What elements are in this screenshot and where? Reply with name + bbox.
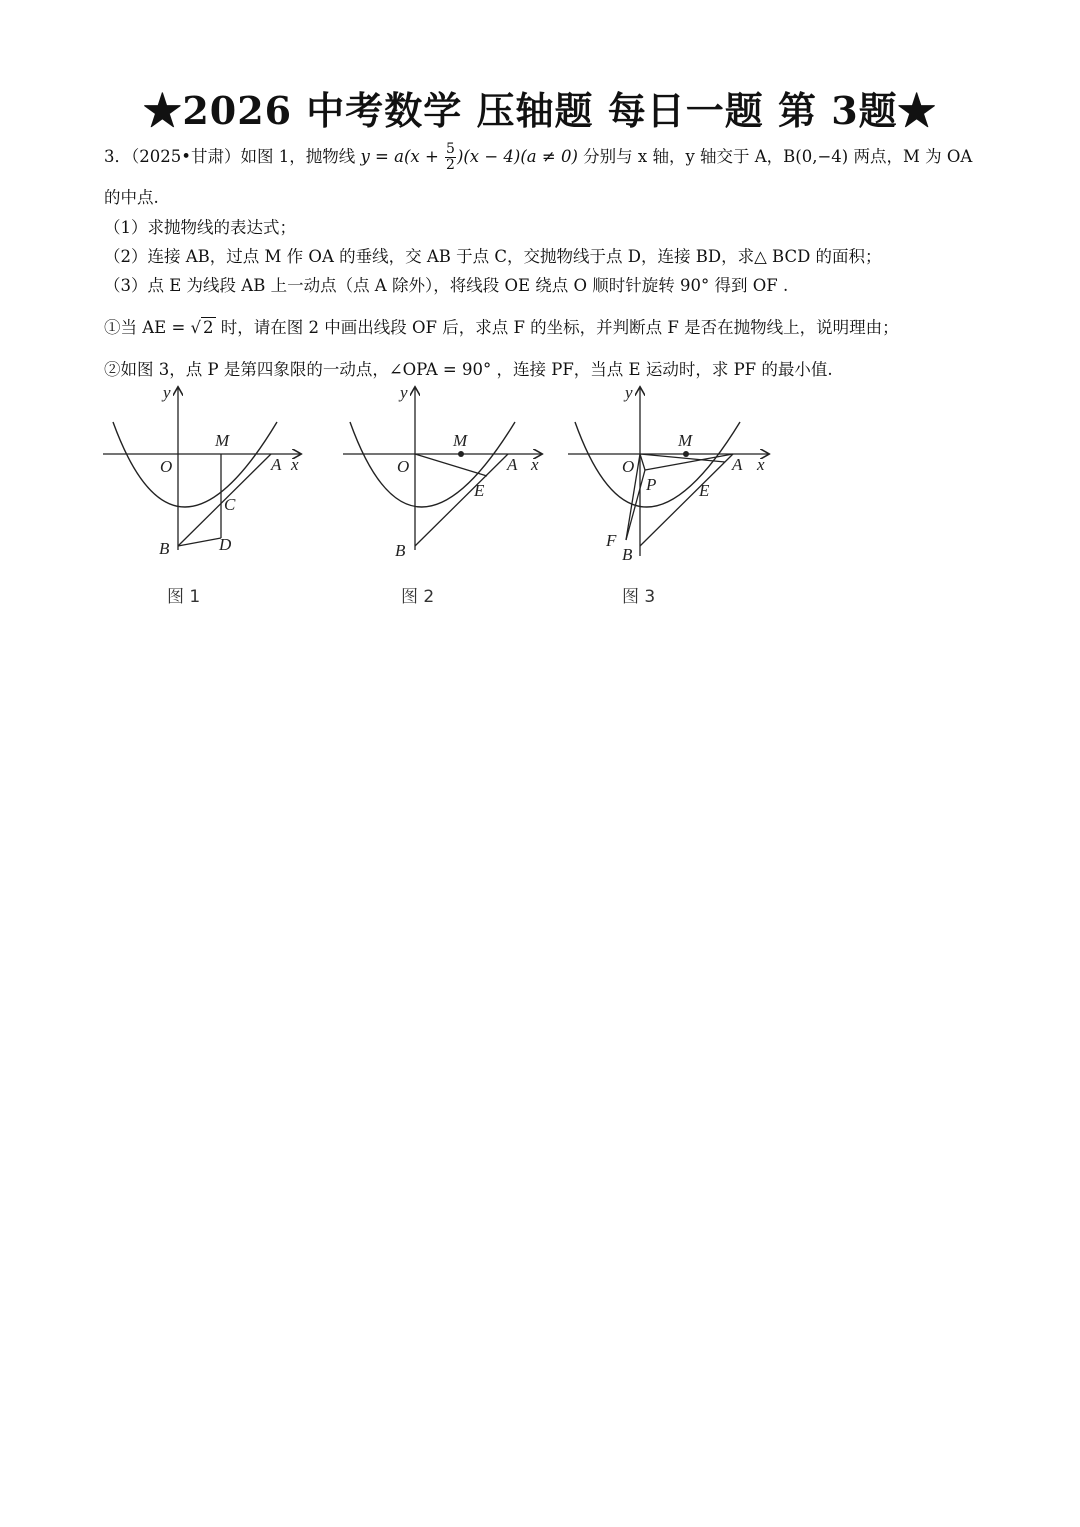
- label-m: M: [215, 431, 230, 450]
- label-d: D: [219, 535, 232, 554]
- segment-op: [640, 454, 645, 470]
- label-e: E: [474, 481, 485, 500]
- equation-suffix: )(x − 4)(a ≠ 0): [456, 147, 578, 166]
- point-m: [683, 451, 689, 457]
- figure-3-diagram: [560, 380, 780, 615]
- question-3-1: ①当 AE = √ 2 时，请在图 2 中画出线段 OF 后，求点 F 的坐标，并判断点 F 是否在抛物线上，说明理由；: [104, 318, 899, 337]
- label-y: y: [625, 383, 633, 402]
- label-e: E: [699, 481, 710, 500]
- figure-2-diagram: [335, 380, 555, 615]
- label-b: B: [159, 539, 170, 558]
- sqrt-value: 2: [203, 318, 214, 337]
- label-y: y: [163, 383, 171, 402]
- fraction-numerator: 5: [446, 141, 455, 157]
- label-a: A: [732, 455, 743, 474]
- question-2: （2）连接 AB，过点 M 作 OA 的垂线，交 AB 于点 C，交抛物线于点 D，连接 BD，求△ BCD 的面积；: [104, 247, 882, 266]
- parabola: [350, 422, 515, 507]
- problem-line-2: 的中点.: [104, 188, 159, 207]
- label-o: O: [397, 457, 410, 476]
- figure-1-diagram: [95, 380, 315, 615]
- problem-source: （2025•甘肃）: [131, 147, 241, 166]
- label-b: B: [395, 541, 406, 560]
- label-o: O: [160, 457, 173, 476]
- parabola: [113, 422, 277, 507]
- label-y: y: [400, 383, 408, 402]
- label-a: A: [507, 455, 518, 474]
- figure-2-caption: 图 2: [401, 587, 435, 607]
- label-m: M: [453, 431, 468, 450]
- label-x: x: [531, 455, 539, 474]
- problem-intro-2: 分别与 x 轴，y 轴交于 A，B(0,−4) 两点，M 为 OA: [577, 147, 973, 166]
- label-b: B: [622, 545, 633, 564]
- figure-1-caption: 图 1: [167, 587, 201, 607]
- point-m: [458, 451, 464, 457]
- label-p: P: [646, 475, 657, 494]
- label-m: M: [678, 431, 693, 450]
- label-f: F: [606, 531, 617, 550]
- problem-number: 3．: [104, 147, 131, 166]
- question-3-2: ②如图 3，点 P 是第四象限的一动点，∠OPA = 90° ，连接 PF，当点 E 运动时，求 PF 的最小值.: [104, 360, 833, 379]
- figure-2: [335, 380, 555, 619]
- segment-oe: [415, 454, 487, 476]
- question-3: （3）点 E 为线段 AB 上一动点（点 A 除外），将线段 OE 绕点 O 顺时针旋转 90° 得到 OF .: [104, 276, 789, 295]
- figure-1: [95, 380, 315, 619]
- fraction-denominator: 2: [446, 157, 455, 173]
- equation-prefix: y = a(x +: [360, 147, 445, 166]
- label-a: A: [271, 455, 282, 474]
- label-o: O: [622, 457, 635, 476]
- problem-intro: 如图 1，抛物线: [240, 147, 361, 166]
- question-1: （1）求抛物线的表达式；: [104, 218, 296, 237]
- figure-3-caption: 图 3: [622, 587, 656, 607]
- problem-line-1: [104, 142, 972, 173]
- fraction: [445, 142, 456, 173]
- label-x: x: [757, 455, 765, 474]
- parabola: [575, 422, 740, 507]
- label-x: x: [291, 455, 299, 474]
- page-title: ★2026 中考数学 压轴题 每日一题 第 3题★: [143, 88, 937, 133]
- question-3-1-post: 时，请在图 2 中画出线段 OF 后，求点 F 的坐标，并判断点 F 是否在抛物线上，说明理由；: [215, 318, 899, 337]
- label-c: C: [224, 495, 236, 514]
- question-3-1-pre: ①当 AE =: [104, 318, 191, 337]
- figure-3: [560, 380, 780, 619]
